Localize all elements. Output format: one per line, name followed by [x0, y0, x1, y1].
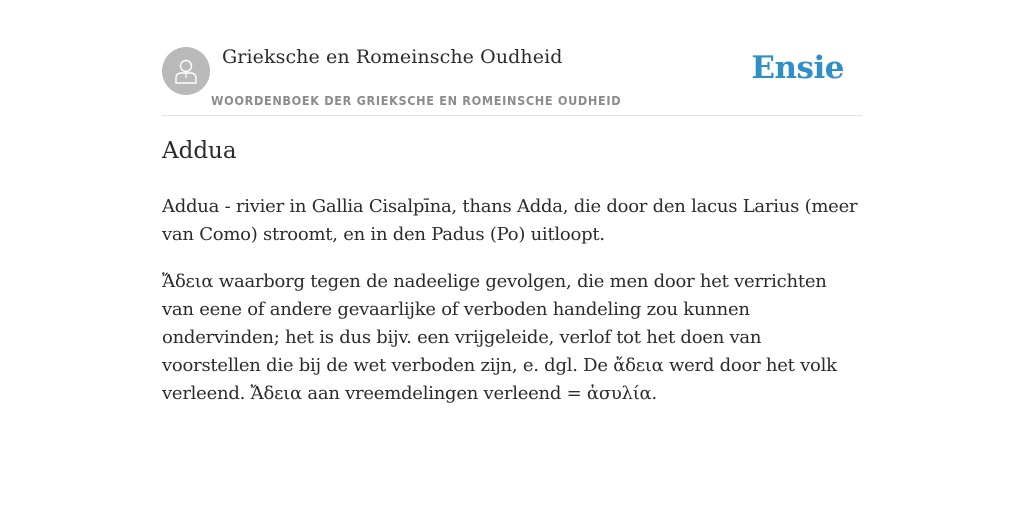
avatar[interactable] — [162, 47, 210, 95]
entry-paragraph: Ἄδεια waarborg tegen de nadeelige gevolgen, die men door het verrichten van eene of andere gevaarlijke of verboden handeling zou kunnen ondervinden; het is dus bijv. een vrijgeleide, verlof tot het doen van voorstellen die bij de wet verboden zijn, e. dgl. De ἄδεια werd door het volk verleend. Ἄδεια aan vreemdelingen verleend = ἀσυλία. — [162, 271, 837, 404]
site-title[interactable]: Grieksche en Romeinsche Oudheid — [222, 46, 563, 68]
site-header — [162, 44, 862, 116]
site-subtitle: WOORDENBOEK DER GRIEKSCHE EN ROMEINSCHE OUDHEID — [211, 94, 622, 108]
user-icon — [171, 56, 201, 86]
entry-body — [162, 193, 862, 427]
entry-title: Addua — [162, 138, 237, 164]
brand-logo[interactable]: Ensie — [751, 50, 844, 86]
entry-paragraph: Addua - rivier in Gallia Cisalpīna, thans Adda, die door den lacus Larius (meer van Como) stroomt, en in den Padus (Po) uitloopt. — [162, 196, 858, 245]
